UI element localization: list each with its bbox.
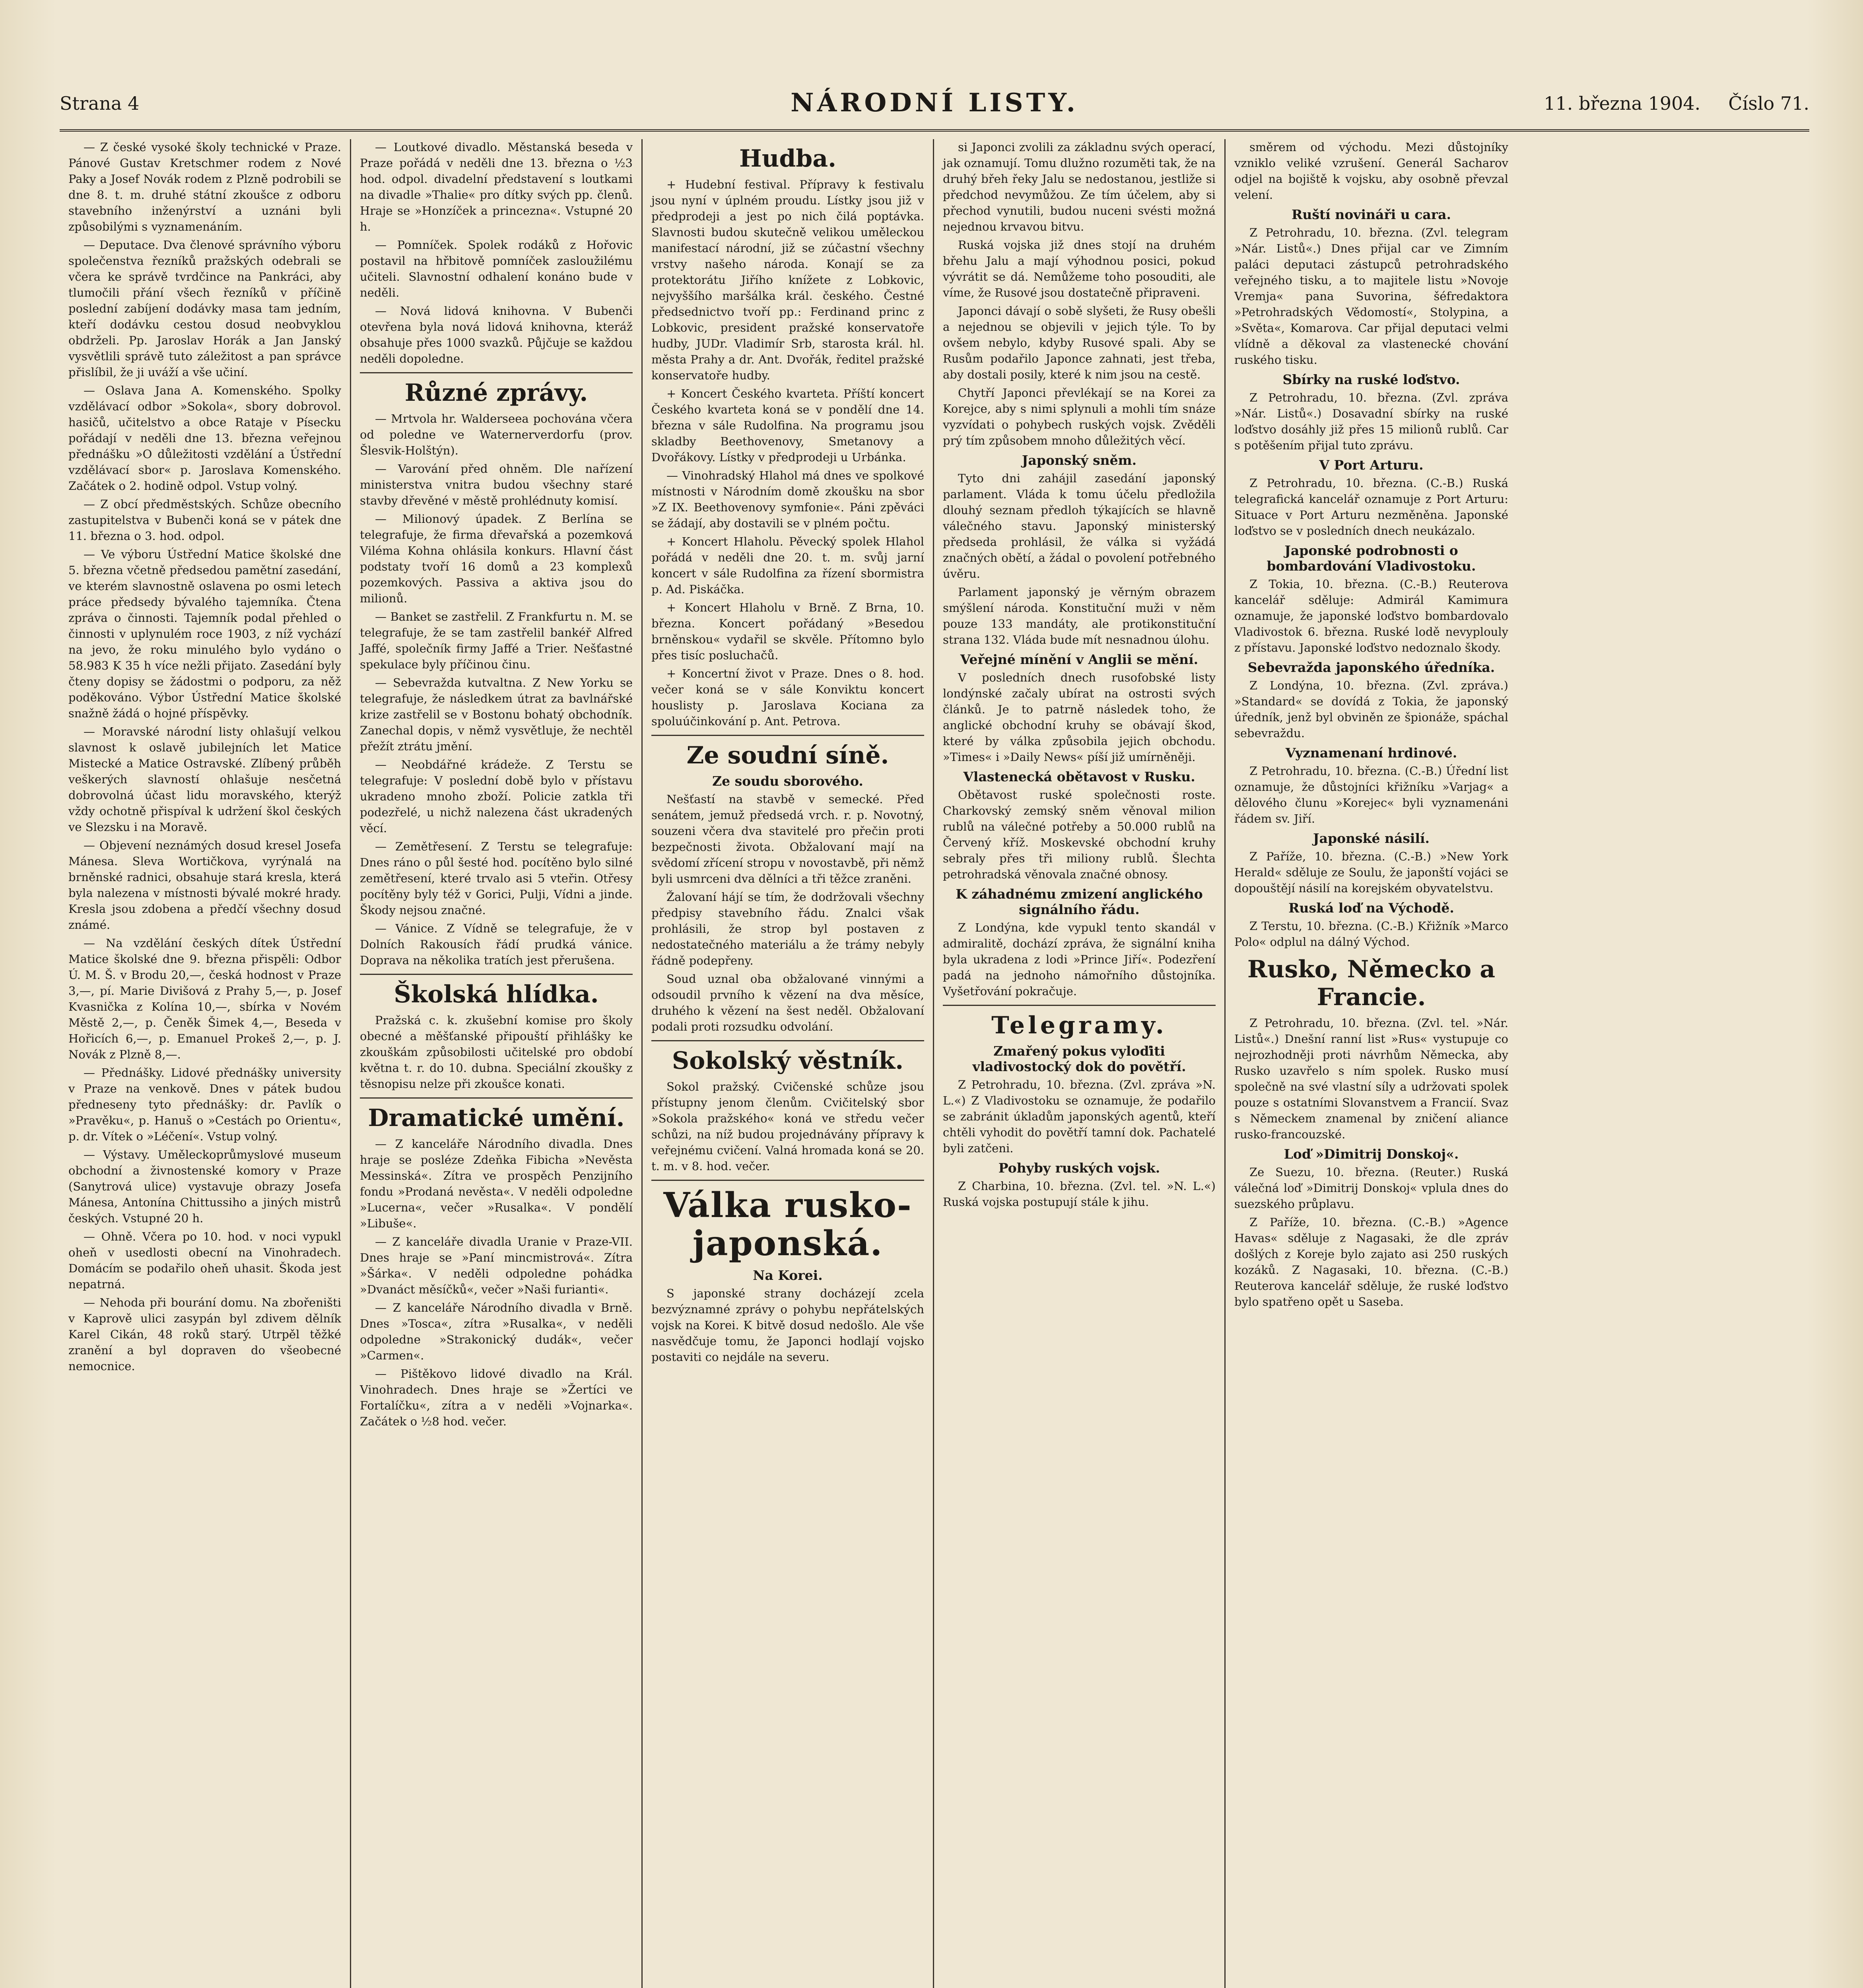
war-heading: Válka rusko-japonská. [663,1185,912,1264]
article-paragraph: Obětavost ruské společnosti roste. Charkovský zemský sněm věnoval milion rublů na válečné potřeby a 50.000 rublů na Červený kříž. Moskevské obchodní kruhy sebraly přes tři miliony rublů. Šlechta petrohradská věnovala značné obnosy. [943,788,1216,881]
section-subheading: Japonský sněm. [1022,452,1137,468]
article-paragraph: Z Paříže, 10. března. (C.-B.) »New York Herald« sděluje ze Soulu, že japonští vojáci se dopouštějí násilí na korejském obyvatelstvu. [1234,850,1508,895]
article-paragraph: — Moravské národní listy ohlašují velkou slavnost k oslavě jubilejních let Matice Mistecké a Matice Ostravské. Zlíbený průběh veškerých slavností ohlašuje nesčetná dobrovolná účast lidu moravského, kterýž vždy ochotně přispíval k udržení škol českých ve Slezsku i na Moravě. [68,725,341,834]
article-paragraph: směrem od východu. Mezi důstojníky vzniklo veliké vzrušení. Generál Sacharov odjel na bojiště k vojsku, aby osobně převzal velení. [1234,140,1508,202]
article-paragraph: — Na vzdělání českých dítek Ústřední Matice školské dne 9. března přispěli: Odbor Ú. M. Š. v Brodu 20,—, česká hodnost v Praze 3,—, pí. Marie Divišová z Prahy 5,—, p. Josef Kvasnička z Kolína 10,—, sbírka v Novém Městě 2,—, p. Čeněk Šimek 4,—, Beseda v Hořicích 6,—, p. Emanuel Prokeš 2,—, p. J. Novák z Plzně 8,—. [68,936,341,1061]
section-subheading: Loď »Dimitrij Donskoj«. [1284,1146,1459,1162]
article-paragraph: Z Paříže, 10. března. (C.-B.) »Agence Havas« sděluje z Nagasaki, že dle zpráv došlých z Koreje bylo zajato asi 250 ruských kozáků. Z Nagasaki, 10. března. (C.-B.) Reuterova kancelář sděluje, že ruské loďstvo bylo spatřeno opět u Saseba. [1234,1215,1508,1309]
article-paragraph: Parlament japonský je věrným obrazem smýšlení národa. Konstituční muži v něm pouze 133 mandáty, ale protikonstituční strana 132. Vláda bude mít nesnadnou úlohu. [943,585,1216,646]
article-paragraph: — Mrtvola hr. Walderseea pochována včera od poledne ve Waternerverdorfu (prov. Šlesvik-Holštýn). [360,412,633,457]
section-heading: Dramatické umění. [368,1104,625,1132]
section-heading: Rusko, Německo a Francie. [1247,955,1496,1011]
article-paragraph: — Z obcí předměstských. Schůze obecního zastupitelstva v Bubenči koná se v pátek dne 11. března o 3. hod. odpol. [68,497,341,543]
article-paragraph: + Koncert Hlaholu v Brně. Z Brna, 10. března. Koncert pořádaný »Besedou brněnskou« vydařil se skvěle. Přítomno bylo přes tisíc posluchačů. [651,601,924,662]
article-paragraph: + Koncertní život v Praze. Dnes o 8. hod. večer koná se v sále Konviktu koncert houslisty p. Jaroslava Kociana za spoluúčinkování p. Ant. Petrova. [651,667,924,728]
section-subheading: Vlastenecká obětavost v Rusku. [963,769,1195,784]
section-subheading: Veřejné mínění v Anglii se mění. [960,652,1199,667]
article-paragraph: Soud uznal oba obžalované vinnými a odsoudil prvního k vězení na dva měsíce, druhého k vězení na šest neděl. Obžalovaní podali proti rozsudku odvolání. [651,972,924,1033]
article-paragraph: + Hudební festival. Přípravy k festivalu jsou nyní v úplném proudu. Lístky jsou již v předprodeji a jest po nich čilá poptávka. Slavnosti budou skutečně velikou uměleckou manifestací národní, již se zúčastní všechny vrstvy našeho národa. Konají se za protektorátu Jiřího knížete z Lobkovic, nejvyššího maršálka král. českého. Čestné předsednictvo tvoří pp.: Ferdinand princ z Lobkovic, president pražské konservatoře hudby, JUDr. Vladimír Srb, starosta král. hl. města Prahy a dr. Ant. Dvořák, ředitel pražské konservatoře hudby. [651,178,924,382]
section-subheading: Na Korei. [753,1268,823,1283]
section-subheading: Pohyby ruských vojsk. [998,1160,1160,1176]
article-paragraph: Tyto dni zahájil zasedání japonský parlament. Vláda k tomu účelu předložila dlouhý seznam předloh týkajících se hlavně válečného stavu. Japonský ministerský předseda prohlásil, že válka si vyžádá značných obětí, a žádal o povolení potřebného úvěru. [943,472,1216,580]
article-paragraph: Z Petrohradu, 10. března. (C.-B.) Úřední list oznamuje, že důstojníci křižníku »Varjag« a dělového člunu »Korejec« byli vyznamenáni řádem sv. Jiří. [1234,764,1508,825]
article-paragraph: Z Terstu, 10. března. (C.-B.) Křižník »Marco Polo« odplul na dálný Východ. [1234,919,1508,949]
section-heading: Školská hlídka. [394,980,599,1008]
article-paragraph: — Pištěkovo lidové divadlo na Král. Vinohradech. Dnes hraje se »Žertíci ve Fortalíčku«, zítra a v neděli »Vojnarka«. Začátek o ½8 hod. večer. [360,1367,633,1428]
section-divider [651,735,924,736]
section-subheading: V Port Arturu. [1319,457,1424,473]
article-paragraph: Z Petrohradu, 10. března. (Zvl. telegram »Nár. Listů«.) Dnes přijal car ve Zimním paláci deputaci zástupců petrohradského veřejného tisku, a to majitele listu »Novoje Vremja« pana Suvorina, šéfredaktora »Petrohradských Vědomostí«, Stolypina, a »Světa«, Komarova. Car přijal deputaci velmi vlídně a děkoval za vlastenecké chování ruského tisku. [1234,226,1508,367]
article-paragraph: — Výstavy. Uměleckoprůmyslové museum obchodní a živnostenské komory v Praze (Sanytrová ulice) vystavuje obrazy Josefa Mánesa, Antonína Chittussiho a jiných mistrů českých. Vstupné 20 h. [68,1148,341,1225]
section-subheading: Ruská loď na Východě. [1288,900,1454,916]
article-paragraph: — Zemětřesení. Z Terstu se telegrafuje: Dnes ráno o půl šesté hod. pocítěno bylo silné zemětřesení, které trvalo asi 5 vteřin. Otřesy pocítěny byly též v Gorici, Pulji, Vídni a jinde. Škody nejsou značné. [360,840,633,917]
section-divider [360,372,633,373]
article-paragraph: si Japonci zvolili za základnu svých operací, jak oznamují. Tomu dlužno rozuměti tak, že na druhý břeh řeky Jalu se nedostanou, jestliže si předchod nevymůžou. Ze tím účelem, aby si přechod vynutili, budou nuceni svésti možná nejednou krvavou bitvu. [943,140,1216,233]
article-paragraph: — Deputace. Dva členové správního výboru společenstva řezníků pražských odebrali se včera ke správě tvrdčince na Pankráci, aby tlumočili přání všech řezníků v příčině poslední zabíjení dodávky masa tam jedním, kteří dodávku cestou dosud neobvyklou obdrželi. Pp. Jaroslav Horák a Jan Janský vysvětlili správě tuto záležitost a pan správce přislíbil, že ji uváží a vše učiní. [68,238,341,379]
article-paragraph: Ze Suezu, 10. března. (Reuter.) Ruská válečná loď »Dimitrij Donskoj« vplula dnes do suezského průplavu. [1234,1165,1508,1211]
article-paragraph: — Vánice. Z Vídně se telegrafuje, že v Dolních Rakousích řádí prudká vánice. Doprava na několika tratích jest přerušena. [360,922,633,967]
article-paragraph: Z Londýna, 10. března. (Zvl. zpráva.) »Standard« se dovídá z Tokia, že japonský úředník, jenž byl obviněn ze špionáže, spáchal sebevraždu. [1234,679,1508,740]
section-subheading: Vyznamenaní hrdinové. [1285,745,1457,761]
article-paragraph: Žalovaní hájí se tím, že dodržovali všechny předpisy stavebního řádu. Znalci však prohlásili, že strop byl postaven z nedostatečného materiálu a že trámy nebyly řádně podepřeny. [651,890,924,967]
article-paragraph: + Koncert Hlaholu. Pěvecký spolek Hlahol pořádá v neděli dne 20. t. m. svůj jarní koncert v sále Rudolfina za řízení sbormistra p. Ad. Piskáčka. [651,535,924,596]
date-and-issue [1516,93,1809,114]
article-paragraph: — Ve výboru Ústřední Matice školské dne 5. března včetně předsedou pamětní zasedání, ve kterém slavnostně oslavena po osmi letech práce předsedy bývalého tajemníka. Čtena zpráva o činnosti. Tajemník podal přehled o činnosti v uplynulém roce 1903, z níž vychází na jevo, že roku minulého bylo vydáno o 58.983 K 35 h více nežli přijato. Zasedání byly čteny dopisy se žádostmi o podporu, za něž poděkováno. Výbor Ústřední Matice školské snažně žádá o hojné příspěvky. [68,547,341,720]
section-heading: Telegramy. [991,1011,1167,1039]
article-paragraph: — Nová lidová knihovna. V Bubenči otevřena byla nová lidová knihovna, kteráž obsahuje přes 1000 svazků. Půjčuje se každou neděli dopoledne. [360,304,633,365]
issue-number: Číslo 71. [1728,93,1809,114]
article-paragraph: — Z kanceláře Národního divadla v Brně. Dnes »Tosca«, zítra »Rusalka«, v neděli odpoledne »Strakonický dudák«, večer »Carmen«. [360,1301,633,1362]
article-paragraph: Z Petrohradu, 10. března. (C.-B.) Ruská telegrafická kancelář oznamuje z Port Arturu: Situace v Port Arturu nezměněna. Japonské loďstvo se v posledních dnech neukázalo. [1234,476,1508,538]
article-paragraph: — Vinohradský Hlahol má dnes ve spolkové místnosti v Národním domě zkoušku na sbor »Z IX. Beethovenovy symfonie«. Páni zpěváci se žádají, aby dostavili se v plném počtu. [651,469,924,530]
article-paragraph: — Banket se zastřelil. Z Frankfurtu n. M. se telegrafuje, že se tam zastřelil bankéř Alfred Jaffé, společník firmy Jaffé a Trier. Nešťastné spekulace byly příčinou činu. [360,610,633,671]
section-heading: Ze soudní síně. [686,742,889,769]
section-heading: Sokolský věstník. [672,1047,904,1075]
section-subheading: Sebevražda japonského úředníka. [1247,660,1495,675]
article-paragraph: Z Petrohradu, 10. března. (Zvl. tel. »Nár. Listů«.) Dnešní ranní list »Rus« vystupuje co nejrozhodněji proti návrhům Německa, aby Rusko uzavřelo s ním spolek. Rusko musí společně na své vlastní síly a udržovati spolek pouze s ostatními Slovanstvem a Francií. Svaz s Německem znamenal by zničení aliance rusko-francouzské. [1234,1016,1508,1141]
article-paragraph: — Varování před ohněm. Dle nařízení ministerstva vnitra budou všechny staré stavby dřevěné v městě prohlédnuty komisí. [360,462,633,507]
article-paragraph: — Loutkové divadlo. Městanská beseda v Praze pořádá v neděli dne 13. března o ½3 hod. odpol. divadelní představení s loutkami na divadle »Thalie« pro dítky svých pp. členů. Hraje se »Honzíček a princezna«. Vstupné 20 h. [360,140,633,233]
article-paragraph: — Ohně. Včera po 10. hod. v noci vypukl oheň v usedlosti obecní na Vinohradech. Domácím se podařilo oheň uhasit. Škoda jest nepatrná. [68,1230,341,1291]
column-4 [934,139,1226,1988]
section-subheading: Sbírky na ruské loďstvo. [1282,372,1460,387]
column-5 [1226,139,1517,1988]
article-paragraph: Z Petrohradu, 10. března. (Zvl. zpráva »N. L.«) Z Vladivostoku se oznamuje, že podařilo se zabránit úkladům japonských agentů, kteří chtěli vyhodit do povětří tamní dok. Pachatelé byli zatčeni. [943,1078,1216,1155]
article-paragraph: Nešťastí na stavbě v semecké. Před senátem, jemuž předsedá vrch. r. p. Novotný, souzeni včera dva stavitelé pro přečin proti bezpečnosti života. Obžalovaní mají na svědomí zřícení stropu v novostavbě, při němž byli usmrceni dva dělníci a tři těžce zraněni. [651,792,924,885]
section-subheading: Zmařený pokus vyloďiti vladivostocký dok do povětří. [972,1043,1186,1074]
article-paragraph: — Pomníček. Spolek rodáků z Hořovic postavil na hřbitově pomníček zasloužilému učiteli. Slavnostní odhalení konáno bude v neděli. [360,238,633,299]
masthead [60,85,1809,132]
article-paragraph: — Objevení neznámých dosud kresel Josefa Mánesa. Sleva Wortičkova, vyrýnalá na brněnské radnici, obsahuje stará kresla, která byla nalezena v místnosti bývalé mokré hrady. Kresla jsou zdobena a předčí všechny dosud známé. [68,839,341,932]
section-subheading: Japonské podrobnosti o bombardování Vladivostoku. [1267,543,1476,574]
article-paragraph: Chytří Japonci převlékají se na Korei za Korejce, aby s nimi splynuli a mohli tím snáze vyzvídati o pohybech ruských vojsk. Zvěděli prý tím způsobem mnoho důležitých věcí. [943,386,1216,447]
newspaper-title: NÁRODNÍ LISTY. [791,88,1078,118]
article-paragraph: — Přednášky. Lidové přednášky university v Praze na venkově. Dnes v pátek budou předneseny tyto přednášky: dr. Pavlík o »Pravěku«, p. Hanuš o »Cestách po Orientu«, p. dr. Vítek o »Léčení«. Vstup volný. [68,1066,341,1143]
section-subheading: Ze soudu sborového. [712,773,863,789]
article-paragraph: — Z kanceláře Národního divadla. Dnes hraje se posléze Zdeňka Fibicha »Nevěsta Messinská«. Zítra ve prospěch Penzijního fondu »Prodaná nevěsta«. V neděli odpoledne »Lucerna«, večer »Rusalka«. V pondělí »Libuše«. [360,1137,633,1230]
section-divider [651,1180,924,1181]
article-paragraph: — Z kanceláře divadla Uranie v Praze-VII. Dnes hraje se »Paní mincmistrová«. Zítra »Šárka«. V neděli odpoledne pohádka »Dvanáct měsíčků«, večer »Naši furianti«. [360,1235,633,1296]
article-paragraph: — Z české vysoké školy technické v Praze. Pánové Gustav Kretschmer rodem z Nové Paky a Josef Novák rodem z Plzně podrobili se dne 8. t. m. druhé státní zkoušce z odboru stavebního inženýrství a uznáni byli způsobilými s vyznamenáním. [68,140,341,233]
section-divider [943,1005,1216,1006]
article-paragraph: — Milionový úpadek. Z Berlína se telegrafuje, že firma dřevařská a pozemková Viléma Kohna ohlásila konkurs. Hlavní část podstaty tvoří 16 domů a 23 komplexů pozemkových. Passiva a aktiva jsou do milionů. [360,512,633,605]
section-subheading: Ruští novináři u cara. [1292,207,1451,222]
article-paragraph: — Sebevražda kutvaltna. Z New Yorku se telegrafuje, že následkem útrat za bavlnářské krize zastřelil se v Bostonu bohatý obchodník. Zanechal dopis, v němž vysvětluje, že nechtěl přežít ztrátu jmění. [360,676,633,753]
article-paragraph: Z Londýna, kde vypukl tento skandál v admiralitě, dochází zpráva, že signální kniha byla ukradena z lodi »Prince Jiří«. Podezření padá na jednoho námořního důstojníka. Vyšetřování pokračuje. [943,921,1216,998]
page-label: Strana 4 [60,93,140,114]
columns [60,139,1809,1988]
article-paragraph: Ruská vojska již dnes stojí na druhém břehu Jalu a mají výhodnou posici, pokud vývrátit se dá. Nemůžeme toho posouditi, ale víme, že Rusové jsou dostatečně připraveni. [943,238,1216,299]
section-subheading: Japonské násilí. [1313,831,1430,846]
issue-date: 11. března 1904. [1544,93,1701,114]
article-paragraph: Z Petrohradu, 10. března. (Zvl. zpráva »Nár. Listů«.) Dosavadní sbírky na ruské loďstvo dosáhly již přes 15 milionů rublů. Car s potěšením přijal tuto zprávu. [1234,391,1508,452]
section-divider [651,1040,924,1041]
article-paragraph: — Oslava Jana A. Komenského. Spolky vzdělávací odbor »Sokola«, sbory dobrovol. hasičů, učitelstvo a obce Rataje v Písecku pořádají v neděli dne 13. března veřejnou přednášku »O důležitosti vzdělání a Ústřední vzdělávací sbor« p. Jaroslava Komenského. Začátek o 2. hodině odpol. Vstup volný. [68,384,341,493]
article-paragraph: Z Charbina, 10. března. (Zvl. tel. »N. L.«) Ruská vojska postupují stále k jihu. [943,1179,1216,1209]
article-paragraph: Pražská c. k. zkušební komise pro školy obecné a měšťanské připouští přihlášky ke zkouškám způsobilosti učitelské pro období května t. r. do 10. dubna. Speciální zkoušky z těsnopisu nelze při zkoušce konati. [360,1013,633,1091]
article-paragraph: Sokol pražský. Cvičenské schůze jsou přístupny jenom členům. Cvičitelský sbor »Sokola pražského« koná ve středu večer schůzi, na níž budou projednávány přípravy k veřejnému cvičení. Valná hromada koná se 20. t. m. v 8. hod. večer. [651,1080,924,1173]
article-paragraph: Z Tokia, 10. března. (C.-B.) Reuterova kancelář sděluje: Admirál Kamimura oznamuje, že japonské loďstvo bombardovalo Vladivostok 6. března. Ruské lodě nevyplouly z přístavu. Japonské loďstvo nedoznalo škody. [1234,577,1508,654]
article-paragraph: V posledních dnech rusofobské listy londýnské začaly ubírat na ostrosti svých článků. Je to patrně následek toho, že anglické obchodní kruhy se obávají škod, které by válka způsobila jejich obchodu. »Times« i »Daily News« píší již umírněněji. [943,671,1216,764]
article-paragraph: S japonské strany docházejí zcela bezvýznamné zprávy o pohybu nepřátelských vojsk na Korei. K bitvě dosud nedošlo. Ale vše nasvědčuje tomu, že Japonci hodlají vojsko postaviti co nejdále na severu. [651,1287,924,1364]
article-paragraph: — Nehoda při bourání domu. Na zbořeništi v Kaprově ulici zasypán byl zdivem dělník Karel Cikán, 48 roků starý. Utrpěl těžké zranění a byl dopraven do všeobecné nemocnice. [68,1296,341,1373]
section-heading: Hudba. [739,145,836,173]
section-divider [360,1097,633,1099]
section-heading: Různé zprávy. [404,379,588,407]
article-paragraph: — Neobdářné krádeže. Z Terstu se telegrafuje: V poslední době bylo v přístavu ukradeno mnoho zboží. Policie zatkla tři podezřelé, u nichž nalezena část ukradených věcí. [360,758,633,835]
column-1 [60,139,351,1988]
column-2 [351,139,643,1988]
section-divider [360,974,633,975]
column-3 [643,139,934,1988]
article-paragraph: + Koncert Českého kvarteta. Příští koncert Českého kvarteta koná se v pondělí dne 14. března v sále Rudolfina. Na programu jsou skladby Beethovenovy, Smetanovy a Dvořákovy. Lístky v předprodeji u Urbánka. [651,387,924,464]
section-subheading: K záhadnému zmizení anglického signálního řádu. [956,886,1203,917]
article-paragraph: Japonci dávají o sobě slyšeti, že Rusy obešli a nejednou se objevili v jejich týle. To by ovšem nebylo, kdyby Rusové spali. Aby se Rusům podařilo Japonce zahnati, jest třeba, aby dostali posily, které k nim jsou na cestě. [943,304,1216,381]
